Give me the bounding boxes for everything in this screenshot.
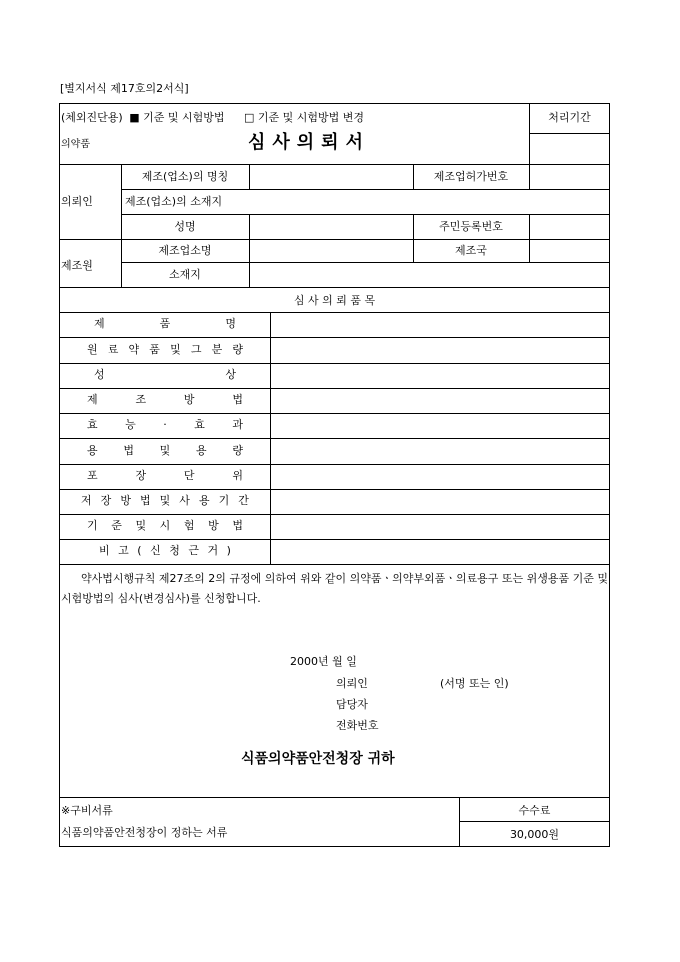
item-label: 비 고 ( 신 청 근 거 ): [99, 544, 231, 557]
option-standard-checkbox[interactable]: ■ 기준 및 시험방법: [129, 111, 225, 124]
fee-value: 30,000원: [509, 828, 560, 841]
signature-field[interactable]: (서명 또는 인): [440, 677, 509, 690]
item-label: 용 법 및 용 량: [87, 444, 243, 457]
category-label: (체외진단용): [61, 111, 123, 124]
required-docs-label: ※구비서류: [61, 804, 113, 817]
item-label: 성 상: [94, 368, 236, 381]
resident-number-label: 주민등록번호: [439, 220, 503, 233]
item-label: 기 준 및 시 험 방 법: [87, 519, 243, 532]
items-section-header: 심 사 의 뢰 품 목: [293, 294, 376, 307]
page-title: 심사의뢰서: [248, 132, 370, 153]
item-label: 포 장 단 위: [87, 469, 243, 482]
addressee: 식품의약품안전청장 귀하: [241, 751, 395, 767]
test-category: [61, 112, 364, 123]
item-label: 제 조 방 법: [87, 393, 243, 406]
item-label: 효 능 · 효 과: [87, 418, 243, 431]
item-label: 저 장 방 법 및 사 용 기 간: [81, 494, 249, 507]
processing-period-label: 처리기간: [548, 111, 591, 124]
signer-applicant-label: 의뢰인: [336, 677, 368, 690]
manufacturer-section-label: 제조원: [61, 259, 93, 272]
name-label: 성명: [174, 220, 196, 233]
application-form: [59, 103, 610, 847]
applicant-section-label: 의뢰인: [61, 195, 93, 208]
manufacturer-address-label: 소재지: [169, 268, 201, 281]
item-label: 원 료 약 품 및 그 분 량: [87, 343, 243, 356]
declaration-text: 약사법시행규칙 제27조의 2의 규정에 의하여 위와 같이 의약품ㆍ의약부외품ㆍ의료용구 또는 위생용품 기준 및 시험방법의 심사(변경심사)를 신청합니다.: [61, 572, 608, 605]
required-docs-value: 식품의약품안전청장이 정하는 서류: [61, 826, 228, 839]
application-date: 2000년 월 일: [290, 655, 357, 668]
fee-label: 수수료: [518, 804, 551, 817]
drug-label: 의약품: [61, 139, 90, 150]
business-name-label: 제조(업소)의 명칭: [141, 170, 229, 183]
phone-label: 전화번호: [336, 719, 379, 732]
country-label: 제조국: [455, 244, 487, 257]
manufacturer-name-label: 제조업소명: [158, 244, 212, 257]
license-number-label: 제조업허가번호: [433, 170, 509, 183]
form-number: [별지서식 제17호의2서식]: [60, 82, 189, 95]
item-label: 제 품 명: [94, 317, 236, 330]
manager-label: 담당자: [336, 698, 368, 711]
option-change-checkbox[interactable]: □ 기준 및 시험방법 변경: [243, 111, 364, 124]
business-address-label: 제조(업소)의 소재지: [125, 195, 223, 208]
